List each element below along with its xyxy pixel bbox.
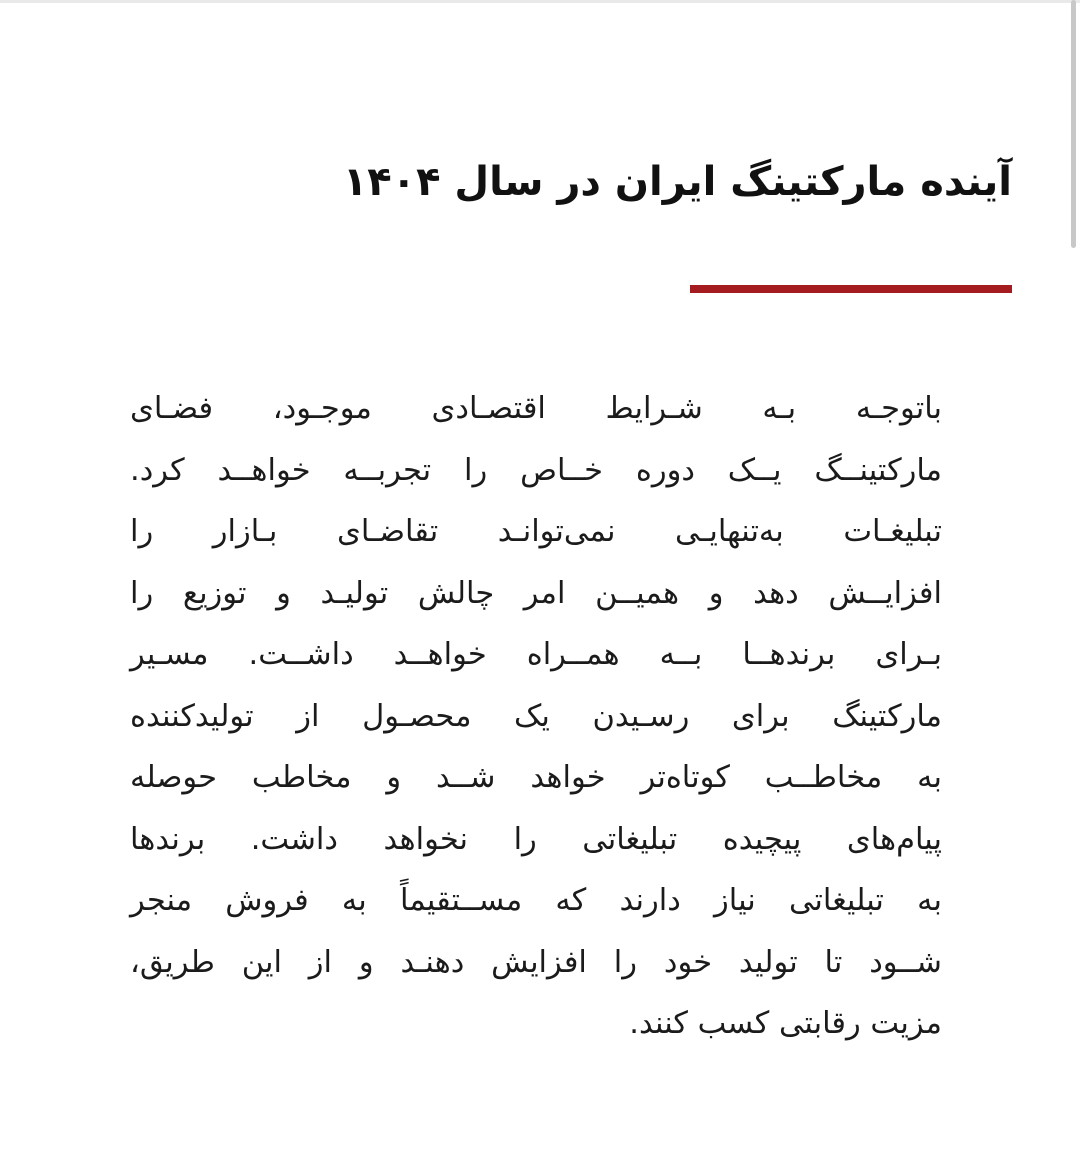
article-body: [130, 378, 942, 1055]
body-line: شــود تا تولید خود را افزایش دهنـد و از این طریق،: [130, 944, 942, 980]
body-line: افزایــش دهد و همیــن امر چالش تولیـد و توزیع را: [130, 575, 942, 611]
body-line: مزیت رقابتی کسب کنند.: [629, 1006, 942, 1041]
body-line: تبلیغـات به‌تنهایـی نمی‌توانـد تقاضـای بـازار را: [130, 514, 942, 549]
body-line: به تبلیغاتی نیاز دارند که مســتقیماً به فروش منجر: [130, 883, 942, 918]
body-line: مارکتینگ برای رسـیدن یک محصـول از تولیدکننده: [130, 698, 942, 734]
scrollbar-thumb[interactable]: [1071, 0, 1076, 248]
title-accent-bar: [690, 285, 1012, 293]
body-line: به مخاطــب کوتاه‌تر خواهد شــد و مخاطب حوصله: [130, 760, 942, 795]
body-line: بـرای برندهــا بــه همــراه خواهــد داشــت. مسـیر: [130, 637, 942, 672]
scrollbar[interactable]: [1066, 0, 1080, 250]
article-title: آینده مارکتینگ ایران در سال ۱۴۰۴: [342, 159, 1012, 205]
body-line: پیام‌های پیچیده تبلیغاتی را نخواهد داشت. برندها: [130, 821, 942, 857]
top-divider: [0, 0, 1080, 3]
body-line: باتوجـه بـه شـرایط اقتصـادی موجـود، فضـای: [130, 391, 942, 426]
body-line: مارکتینــگ یــک دوره خــاص را تجربــه خواهــد کرد.: [130, 452, 942, 488]
